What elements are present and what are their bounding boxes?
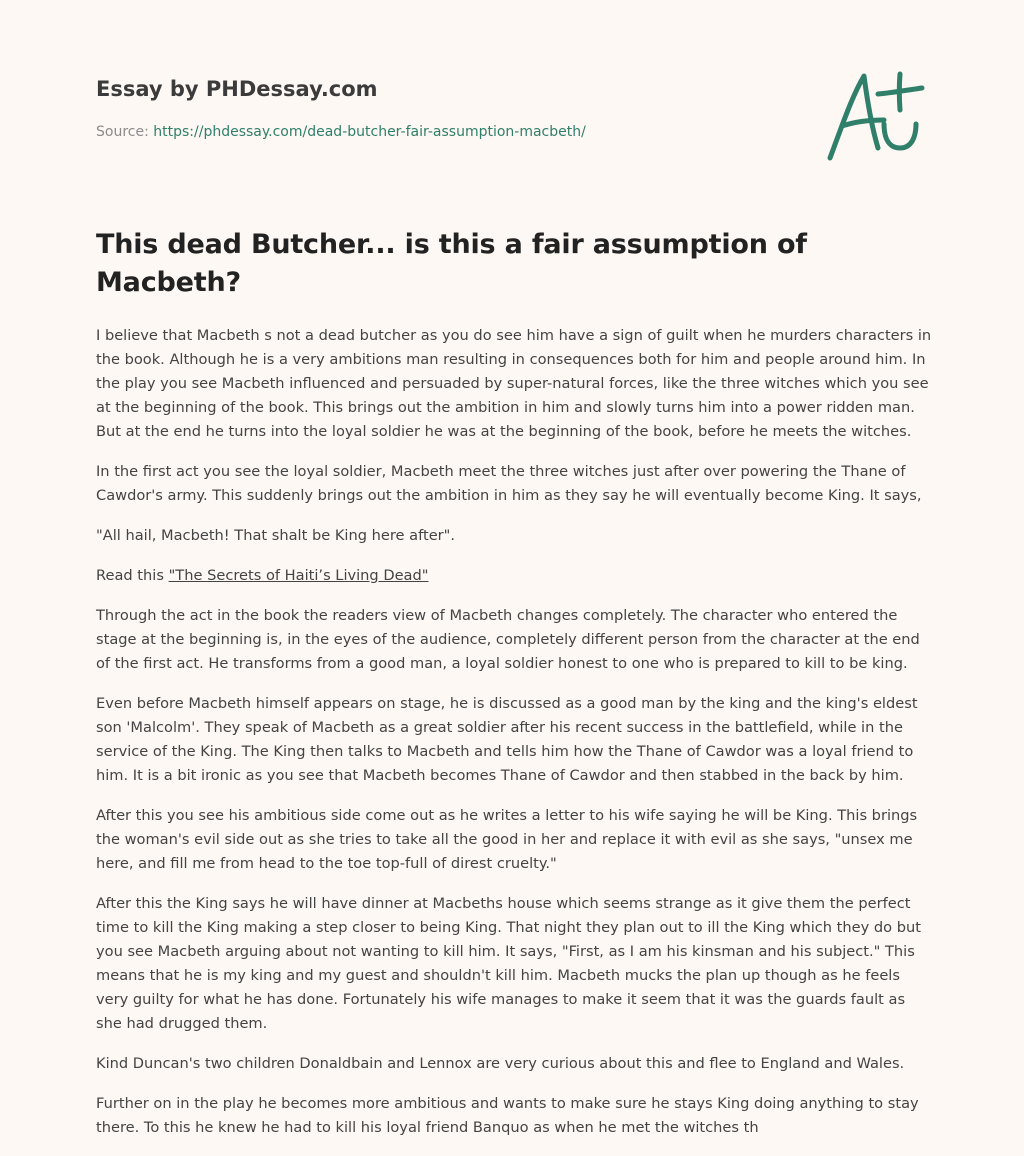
read-this-line	[96, 564, 932, 588]
article-quote: "All hail, Macbeth! That shalt be King here after".	[96, 527, 456, 544]
related-essay-link[interactable]: "The Secrets of Haiti’s Living Dead"	[168, 567, 429, 584]
article-paragraph: Even before Macbeth himself appears on stage, he is discussed as a good man by the king and the king's eldest son 'Malcolm'. They speak of Macbeth as a great soldier after his recent success in the battlefield, while in the service of the King. The King then talks to Macbeth and tells him how the Thane of Cawdor was a loyal friend to him. It is a bit ironic as you see that Macbeth becomes Thane of Cawdor and then stabbed in the back by him.	[96, 695, 918, 784]
article-paragraph: After this the King says he will have dinner at Macbeths house which seems strange as it give them the perfect time to kill the King making a step closer to being King. That night they plan out to ill the King which they do but you see Macbeth arguing about not wanting to kill him. It says, "First, as I am his kinsman and his subject." This means that he is my king and my guest and shouldn't kill him. Macbeth mucks the plan up though as he feels very guilty for what he has done. Fortunately his wife manages to make it seem that it was the guards fault as she had drugged them.	[96, 895, 921, 1032]
article-paragraph: Kind Duncan's two children Donaldbain and Lennox are very curious about this and flee to England and Wales.	[96, 1055, 905, 1072]
article-paragraph: In the first act you see the loyal soldier, Macbeth meet the three witches just after over powering the Thane of Cawdor's army. This suddenly brings out the ambition in him as they say he will eventually become King. It says,	[96, 463, 922, 504]
source-link[interactable]: https://phdessay.com/dead-butcher-fair-assumption-macbeth/	[153, 124, 586, 140]
source-line	[96, 122, 928, 142]
read-this-label: Read this	[96, 567, 164, 584]
a-plus-logo-icon	[820, 66, 930, 166]
article-paragraph: I believe that Macbeth s not a dead butcher as you do see him have a sign of guilt when he murders characters in the book. Although he is a very ambitions man resulting in consequences both for him and people around him. In the play you see Macbeth influenced and persuaded by super-natural forces, like the three witches which you see at the beginning of the book. This brings out the ambition in him and slowly turns him into a power ridden man. But at the end he turns into the loyal soldier he was at the beginning of the book, before he meets the witches.	[96, 327, 932, 440]
article-paragraph: Further on in the play he becomes more ambitious and wants to make sure he stays King doing anything to stay there. To this he knew he had to kill his loyal friend Banquo as when he met the witches th	[96, 1095, 919, 1136]
article	[96, 226, 932, 1156]
page-header	[96, 74, 928, 142]
source-label: Source:	[96, 124, 149, 140]
article-paragraph: Through the act in the book the readers view of Macbeth changes completely. The character who entered the stage at the beginning is, in the eyes of the audience, completely different person from the character at the end of the first act. He transforms from a good man, a loyal soldier honest to one who is prepared to kill to be king.	[96, 607, 920, 672]
article-paragraph: After this you see his ambitious side come out as he writes a letter to his wife saying he will be King. This brings the woman's evil side out as she tries to take all the good in her and replace it with evil as she says, "unsex me here, and fill me from head to the toe top-full of direst cruelty."	[96, 807, 918, 872]
brand-title: Essay by PHDessay.com	[96, 77, 378, 101]
article-title: This dead Butcher... is this a fair assumption of Macbeth?	[96, 229, 807, 298]
